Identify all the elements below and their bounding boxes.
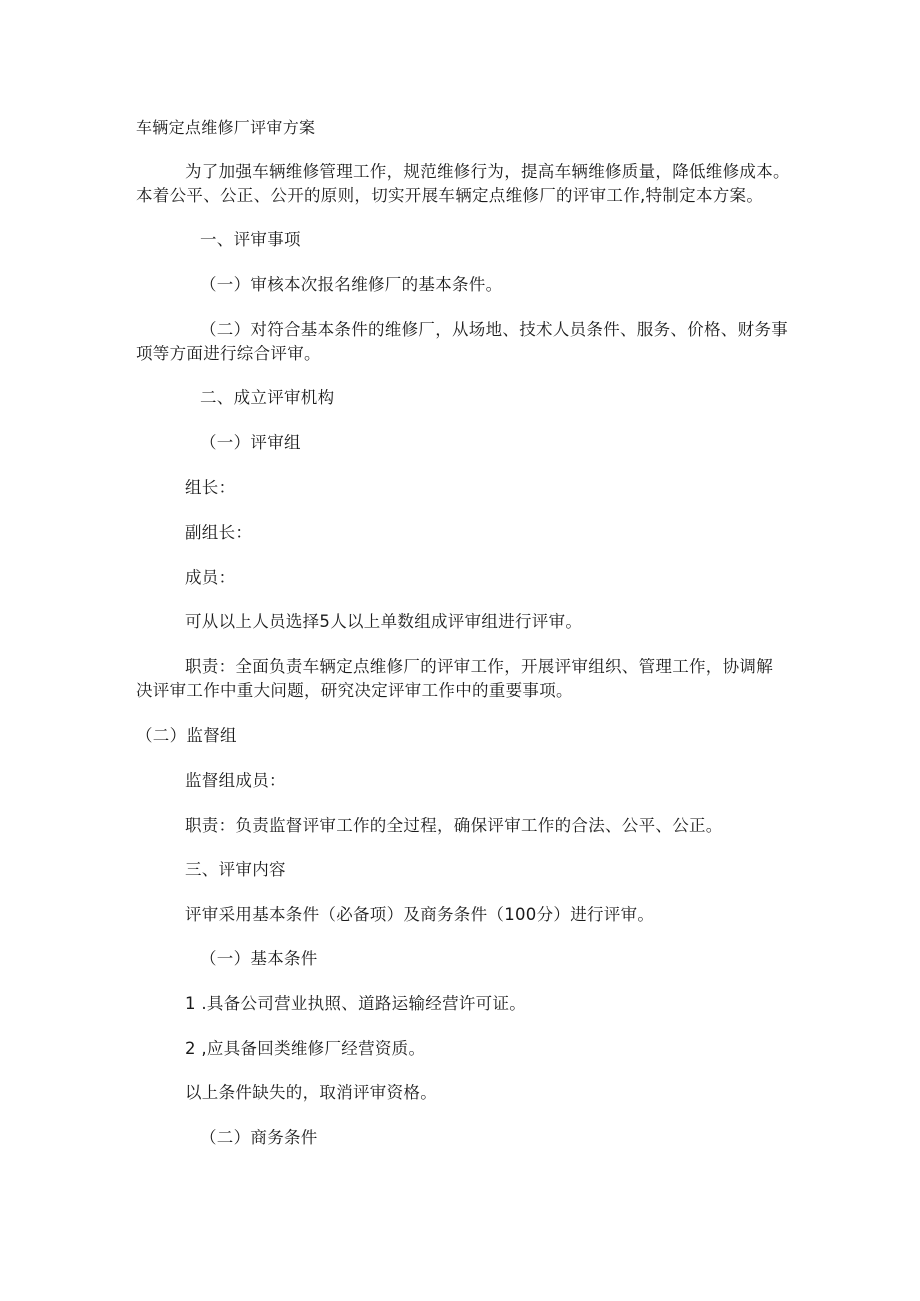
review-group-heading: （一）评审组 <box>200 433 301 452</box>
basic-conditions-note: 以上条件缺失的，取消评审资格。 <box>185 1083 437 1102</box>
supervision-members-field: 监督组成员： <box>185 771 286 790</box>
supervision-group-heading: （二）监督组 <box>136 726 237 745</box>
supervision-duty: 职责：负责监督评审工作的全过程，确保评审工作的合法、公平、公正。 <box>185 816 723 835</box>
review-item-2-line-2: 项等方面进行综合评审。 <box>136 344 321 363</box>
group-leader-field: 组长： <box>185 478 236 497</box>
review-group-duty-line-1: 职责：全面负责车辆定点维修厂的评审工作，开展评审组织、管理工作，协调解 <box>185 657 773 676</box>
intro-paragraph-line-1: 为了加强车辆维修管理工作，规范维修行为，提高车辆维修质量，降低维修成本。 <box>185 162 790 181</box>
basic-condition-2: 2 ,应具备回类维修厂经营资质。 <box>185 1039 426 1058</box>
business-conditions-heading: （二）商务条件 <box>200 1128 318 1147</box>
section-heading-review-content: 三、评审内容 <box>185 860 286 879</box>
review-item-2-line-1: （二）对符合基本条件的维修厂，从场地、技术人员条件、服务、价格、财务事 <box>200 320 788 339</box>
review-content-intro: 评审采用基本条件（必备项）及商务条件（100分）进行评审。 <box>185 905 655 924</box>
review-group-duty-line-2: 决评审工作中重大问题，研究决定评审工作中的重要事项。 <box>136 681 573 700</box>
deputy-leader-field: 副组长： <box>185 523 253 542</box>
section-heading-review-body: 二、成立评审机构 <box>200 388 335 407</box>
intro-paragraph-line-2: 本着公平、公正、公开的原则，切实开展车辆定点维修厂的评审工作,特制定本方案。 <box>136 186 764 205</box>
basic-conditions-heading: （一）基本条件 <box>200 949 318 968</box>
members-field: 成员： <box>185 568 236 587</box>
review-item-1: （一）审核本次报名维修厂的基本条件。 <box>200 275 503 294</box>
review-group-note: 可从以上人员选择5人以上单数组成评审组进行评审。 <box>185 612 583 631</box>
basic-condition-1: 1 .具备公司营业执照、道路运输经营许可证。 <box>185 994 527 1013</box>
section-heading-review-items: 一、评审事项 <box>200 230 301 249</box>
document-title: 车辆定点维修厂评审方案 <box>136 118 316 137</box>
